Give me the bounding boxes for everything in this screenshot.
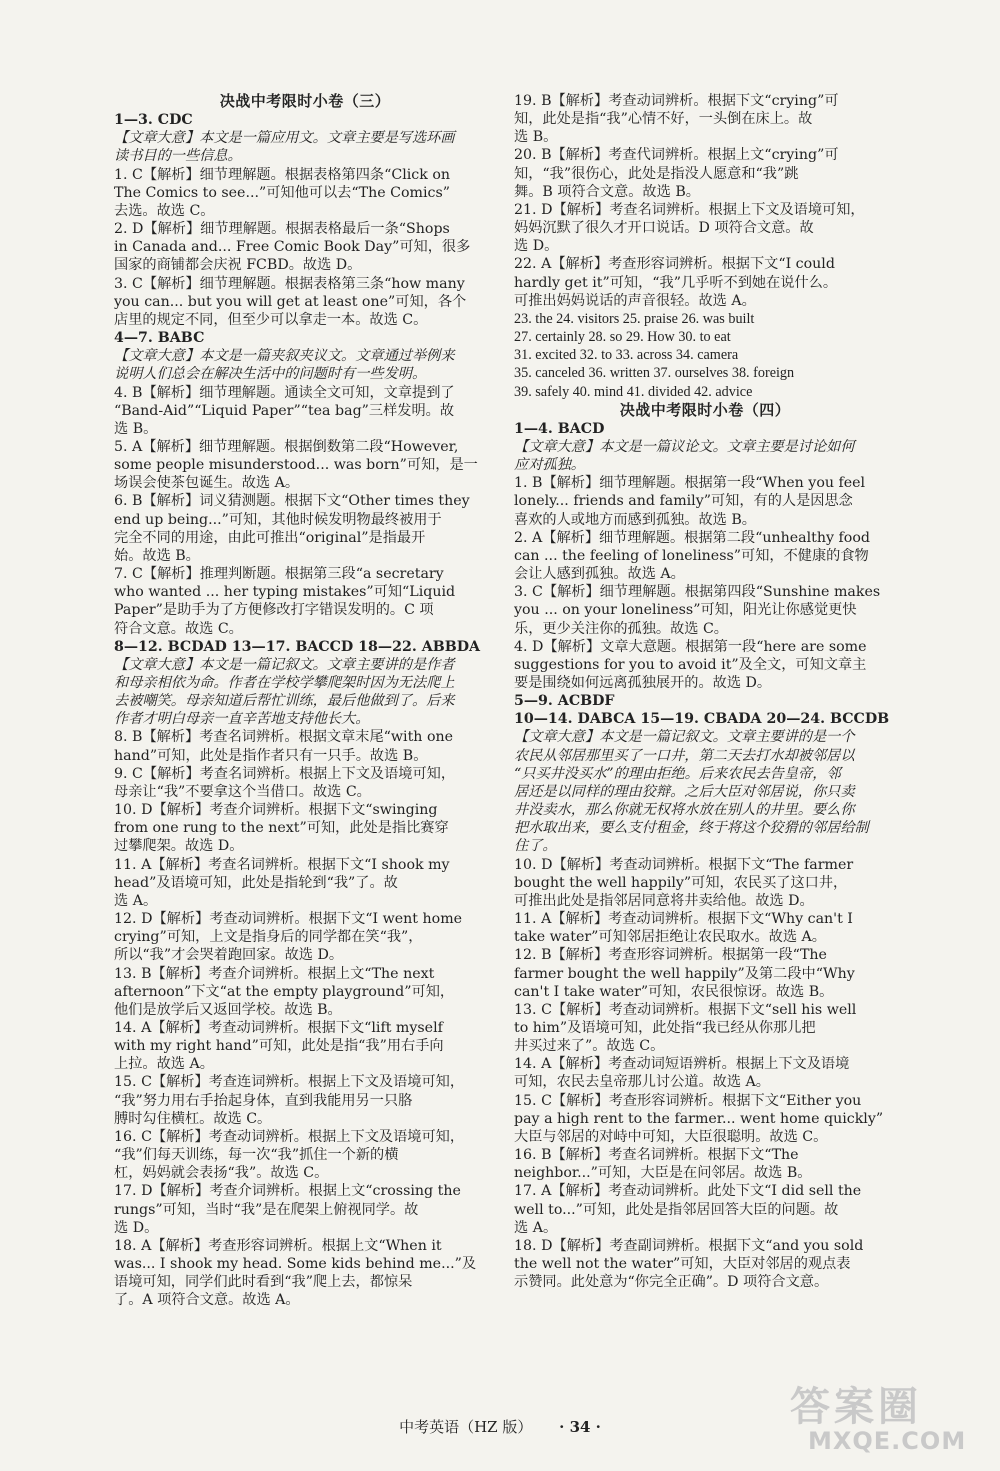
text-line: 19. B【解析】考查动词辨析。根据下文“crying”可 bbox=[514, 93, 839, 109]
text-line: 31. excited 32. to 33. across 34. camera bbox=[514, 347, 739, 364]
text-line: 8—12. BCDAD 13—17. BACCD 18—22. ABBDA bbox=[114, 638, 481, 655]
text-line: 选 A。 bbox=[514, 1219, 558, 1236]
text-line: hand”可知，此处是指作者只有一只手。故选 B。 bbox=[114, 747, 428, 764]
text-line: afternoon”下文“at the empty playground”可知， bbox=[114, 983, 455, 1000]
text-line: 15. C【解析】考查形容词辨析。根据下文“Either you bbox=[514, 1092, 862, 1109]
text-line: 上拉。故选 A。 bbox=[114, 1056, 214, 1073]
text-line: 作者才明白母亲一直辛苦地支持他长大。 bbox=[114, 711, 370, 728]
text-line: 27. certainly 28. so 29. How 30. to eat bbox=[514, 329, 731, 346]
text-line: 5. A【解析】细节理解题。根据倒数第二段“However, bbox=[114, 438, 459, 455]
text-line: 17. D【解析】考查介词辨析。根据上文“crossing the bbox=[114, 1183, 461, 1200]
text-line: 示赞同。此处意为“你完全正确”。D 项符合文意。 bbox=[514, 1274, 829, 1291]
text-line: 杠，妈妈就会表扬“我”。故选 C。 bbox=[114, 1165, 329, 1182]
text-line: 14. A【解析】考查动词短语辨析。根据上下文及语境 bbox=[514, 1056, 850, 1073]
text-line: “我”们每天训练，每一次“我”抓住一个新的横 bbox=[114, 1147, 399, 1164]
text-line: 读书目的一些信息。 bbox=[114, 148, 242, 165]
text-line: 大臣与邻居的对峙中可知，大臣很聪明。故选 C。 bbox=[514, 1128, 828, 1145]
text-line: 选 D。 bbox=[114, 1219, 159, 1236]
text-line: 11. A【解析】考查动词辨析。根据下文“Why can't I bbox=[514, 911, 853, 928]
text-line: 17. A【解析】考查动词辨析。此处下文“I did sell the bbox=[514, 1183, 862, 1200]
text-line: 知，此处是指“我”心情不好，一头倒在床上。故 bbox=[514, 111, 813, 128]
text-line: crying”可知，上文是指身后的同学都在笑“我”， bbox=[114, 929, 423, 946]
text-line: who wanted ... her typing mistakes”可知“Liquid bbox=[114, 584, 456, 601]
text-line: in Canada and... Free Comic Book Day”可知，很多 bbox=[114, 239, 471, 256]
text-line: 了。A 项符合文意。故选 A。 bbox=[114, 1292, 300, 1309]
text-line: 符合文意。故选 C。 bbox=[114, 620, 243, 637]
text-line: 乐，更少关注你的孤独。故选 C。 bbox=[514, 620, 728, 637]
text-line: 39. safely 40. mind 41. divided 42. advice bbox=[514, 383, 753, 400]
text-line: you can... but you will get at least one”可知，各个 bbox=[114, 293, 467, 310]
watermark bbox=[640, 1375, 980, 1465]
text-line: 9. C【解析】考查名词辨析。根据上下文及语境可知， bbox=[114, 765, 456, 782]
text-line: 1—3. CDC bbox=[114, 112, 193, 129]
text-line: 3. C【解析】细节理解题。根据第四段“Sunshine makes bbox=[514, 584, 881, 601]
text-line: 1—4. BACD bbox=[514, 420, 605, 437]
text-line: 可推出妈妈说话的声音很轻。故选 A。 bbox=[514, 292, 756, 309]
text-line: 3. C【解析】细节理解题。根据表格第三条“how many bbox=[114, 275, 465, 292]
text-line: head”及语境可知，此处是指轮到“我”了。故 bbox=[114, 874, 398, 891]
text-line: 舞。B 项符合文意。故选 B。 bbox=[514, 183, 700, 200]
text-line: 选 B。 bbox=[114, 420, 158, 437]
watermark-logo: 答案圈 bbox=[790, 1384, 922, 1430]
text-line: end up being...”可知，其他时候发明物最终被用于 bbox=[114, 511, 442, 528]
section-title: 决战中考限时小卷（三） bbox=[219, 92, 391, 110]
text-line: 16. B【解析】考查名词辨析。根据下文“The bbox=[514, 1147, 799, 1164]
text-line: 10—14. DABCA 15—19. CBADA 20—24. BCCDB bbox=[514, 711, 890, 728]
text-line: 要是围绕如何远离孤独展开的。故选 D。 bbox=[514, 675, 772, 691]
text-line: “只买井没买水”的理由拒绝。后来农民去告皇帝，邻 bbox=[514, 765, 841, 782]
text-line: pay a high rent to the farmer... went home quickly” bbox=[514, 1110, 884, 1127]
text-line: 去被嘲笑。母亲知道后帮忙训练，最后他做到了。后来 bbox=[114, 693, 455, 710]
text-line: 井没卖水，那么你就无权将水放在别人的井里。要么你 bbox=[514, 802, 855, 819]
text-line: 过攀爬架。故选 D。 bbox=[114, 838, 244, 855]
right-column bbox=[514, 92, 896, 1291]
text-line: 16. C【解析】考查动词辨析。根据上下文及语境可知， bbox=[114, 1128, 465, 1145]
text-line: 完全不同的用途，由此可推出“original”是指最开 bbox=[114, 529, 426, 546]
text-line: 他们是放学后又返回学校。故选 B。 bbox=[114, 1001, 342, 1018]
text-line: 把水取出来，要么支付租金，终于将这个狡猾的邻居给制 bbox=[514, 820, 869, 837]
text-line: the well not the water”可知，大臣对邻居的观点表 bbox=[514, 1256, 851, 1272]
text-line: 21. D【解析】考查名词辨析。根据上下文及语境可知， bbox=[514, 201, 865, 218]
text-line: 【文章大意】本文是一篇记叙文。文章主要讲的是作者 bbox=[114, 656, 455, 673]
text-line: 和母亲相依为命。作者在学校学攀爬架时因为无法爬上 bbox=[114, 675, 455, 691]
text-line: 23. the 24. visitors 25. praise 26. was built bbox=[514, 310, 755, 327]
left-column bbox=[114, 92, 496, 1309]
text-line: 农民从邻居那里买了一口井，第二天去打水却被邻居以 bbox=[514, 747, 855, 764]
text-line: 去选。故选 C。 bbox=[114, 202, 215, 219]
text-line: well to...”可知，此处是指邻居回答大臣的问题。故 bbox=[514, 1201, 839, 1218]
text-line: 22. A【解析】考查形容词辨析。根据下文“I could bbox=[514, 256, 835, 273]
text-line: The Comics to see...”可知他可以去“The Comics” bbox=[114, 184, 450, 201]
text-line: 可推出此处是指邻居同意将井卖给他。故选 D。 bbox=[514, 892, 814, 909]
text-line: 【文章大意】本文是一篇议论文。文章主要是讨论如何 bbox=[514, 438, 855, 455]
text-line: from one rung to the next”可知，此处是指比赛穿 bbox=[114, 820, 449, 837]
page-number: · 34 · bbox=[559, 1418, 601, 1436]
text-line: 居还是以同样的理由狡辩。之后大臣对邻居说，你只卖 bbox=[514, 783, 855, 800]
text-line: 选 A。 bbox=[114, 892, 158, 909]
text-line: 14. A【解析】考查动词辨析。根据下文“lift myself bbox=[114, 1019, 443, 1036]
text-line: 喜欢的人或地方而感到孤独。故选 B。 bbox=[514, 511, 756, 528]
text-line: can ... the feeling of loneliness”可知，不健康的食物 bbox=[514, 547, 869, 564]
text-line: “我”努力用右手抬起身体，直到我能用另一只胳 bbox=[114, 1092, 413, 1109]
text-line: with my right hand”可知，此处是指“我”用右手向 bbox=[114, 1038, 444, 1055]
text-line: 4. B【解析】细节理解题。通读全文可知，文章提到了 bbox=[114, 384, 455, 401]
text-line: 7. C【解析】推理判断题。根据第三段“a secretary bbox=[114, 566, 444, 583]
text-line: 12. D【解析】考查动词辨析。根据下文“I went home bbox=[114, 911, 463, 928]
text-line: 11. A【解析】考查名词辨析。根据下文“I shook my bbox=[114, 856, 450, 873]
text-line: 13. C【解析】考查动词辨析。根据下文“sell his well bbox=[514, 1001, 857, 1018]
text-line: can't I take water”可知，农民很惊讶。故选 B。 bbox=[514, 983, 834, 1000]
text-line: 4—7. BABC bbox=[114, 330, 205, 347]
text-line: 10. D【解析】考查动词辨析。根据下文“The farmer bbox=[514, 856, 854, 873]
text-line: 会让人感到孤独。故选 A。 bbox=[514, 566, 685, 583]
text-line: Paper”是助手为了方便修改打字错误发明的。C 项 bbox=[114, 602, 434, 619]
text-line: 语境可知，同学们此时看到“我”爬上去，都惊呆 bbox=[114, 1274, 413, 1291]
text-line: to him”及语境可知，此处指“我已经从你那儿把 bbox=[514, 1019, 816, 1036]
text-line: take water”可知邻居拒绝让农民取水。故选 A。 bbox=[514, 929, 826, 946]
text-line: 可知，农民去皇帝那儿讨公道。故选 A。 bbox=[514, 1074, 770, 1091]
section-title: 决战中考限时小卷（四） bbox=[619, 400, 791, 419]
text-line: 【文章大意】本文是一篇记叙文。文章主要讲的是一个 bbox=[514, 729, 855, 746]
text-line: lonely... friends and family”可知，有的人是因思念 bbox=[514, 493, 853, 510]
text-line: 国家的商铺都会庆祝 FCBD。故选 D。 bbox=[114, 257, 362, 274]
text-line: 2. D【解析】细节理解题。根据表格最后一条“Shops bbox=[114, 221, 450, 238]
text-line: bought the well happily”可知，农民买了这口井， bbox=[514, 874, 848, 891]
text-line: 15. C【解析】考查连词辨析。根据上下文及语境可知， bbox=[114, 1074, 465, 1091]
text-line: 2. A【解析】细节理解题。根据第二段“unhealthy food bbox=[514, 529, 870, 546]
text-line: 所以“我”才会哭着跑回家。故选 D。 bbox=[114, 947, 344, 964]
text-line: 8. B【解析】考查名词辨析。根据文章末尾“with one bbox=[114, 729, 454, 746]
text-line: 膊时勾住横杠。故选 C。 bbox=[114, 1110, 272, 1127]
text-line: 【文章大意】本文是一篇应用文。文章主要是写选环画 bbox=[114, 130, 455, 147]
text-line: some people misunderstood... was born”可知，是一 bbox=[114, 457, 478, 474]
text-line: was... I shook my head. Some kids behind me...”及 bbox=[114, 1256, 477, 1272]
text-line: 20. B【解析】考查代词辨析。根据上文“crying”可 bbox=[514, 147, 839, 164]
text-line: 4. D【解析】文章大意题。根据第一段“here are some bbox=[514, 638, 867, 655]
text-line: 店里的规定不同，但至少可以拿走一本。故选 C。 bbox=[114, 311, 428, 328]
text-line: 6. B【解析】词义猜测题。根据下文“Other times they bbox=[114, 493, 470, 510]
text-line: farmer bought the well happily”及第二段中“Why bbox=[514, 965, 855, 982]
text-line: 1. B【解析】细节理解题。根据第一段“When you feel bbox=[514, 475, 866, 492]
text-line: you ... on your loneliness”可知，阳光让你感觉更快 bbox=[514, 602, 857, 619]
text-line: 说明人们总会在解决生活中的问题时有一些发明。 bbox=[114, 366, 427, 383]
text-line: “Band-Aid”“Liquid Paper”“tea bag”三样发明。故 bbox=[114, 402, 455, 419]
text-line: 18. D【解析】考查副词辨析。根据下文“and you sold bbox=[514, 1237, 864, 1254]
text-line: 始。故选 B。 bbox=[114, 547, 200, 564]
book-title: 中考英语（HZ 版） bbox=[399, 1418, 533, 1436]
text-line: 妈妈沉默了很久才开口说话。D 项符合文意。故 bbox=[514, 220, 814, 237]
text-line: 18. A【解析】考查形容词辨析。根据上文“When it bbox=[114, 1237, 442, 1254]
text-line: 选 B。 bbox=[514, 129, 558, 146]
text-line: 母亲让“我”不要拿这个当借口。故选 C。 bbox=[114, 783, 371, 800]
text-line: 12. B【解析】考查形容词辨析。根据第一段“The bbox=[514, 947, 827, 964]
text-line: 35. canceled 36. written 37. ourselves 38. foreign bbox=[514, 365, 795, 382]
text-line: 知，“我”很伤心，此处是指没人愿意和“我”跳 bbox=[514, 165, 799, 182]
text-line: 10. D【解析】考查介词辨析。根据下文“swinging bbox=[114, 802, 438, 819]
text-line: 13. B【解析】考查介词辨析。根据上文“The next bbox=[114, 965, 435, 982]
text-line: rungs”可知，当时“我”是在爬架上俯视同学。故 bbox=[114, 1201, 419, 1218]
text-line: 选 D。 bbox=[514, 238, 559, 255]
watermark-url: MXQE.COM bbox=[808, 1427, 967, 1455]
text-line: 应对孤独。 bbox=[514, 457, 585, 474]
text-line: suggestions for you to avoid it”及全文，可知文章主 bbox=[514, 656, 867, 673]
text-line: neighbor...”可知，大臣是在问邻居。故选 B。 bbox=[514, 1165, 812, 1182]
text-line: 【文章大意】本文是一篇夹叙夹议文。文章通过举例来 bbox=[114, 348, 455, 365]
text-line: 井买过来了”。故选 C。 bbox=[514, 1038, 665, 1055]
text-line: 住了。 bbox=[514, 838, 557, 855]
text-line: hardly get it”可知，“我”几乎听不到她在说什么。 bbox=[514, 274, 838, 291]
text-line: 5—9. ACBDF bbox=[514, 693, 615, 710]
text-line: 场误会使茶包诞生。故选 A。 bbox=[114, 475, 300, 492]
text-line: 1. C【解析】细节理解题。根据表格第四条“Click on bbox=[114, 166, 451, 183]
